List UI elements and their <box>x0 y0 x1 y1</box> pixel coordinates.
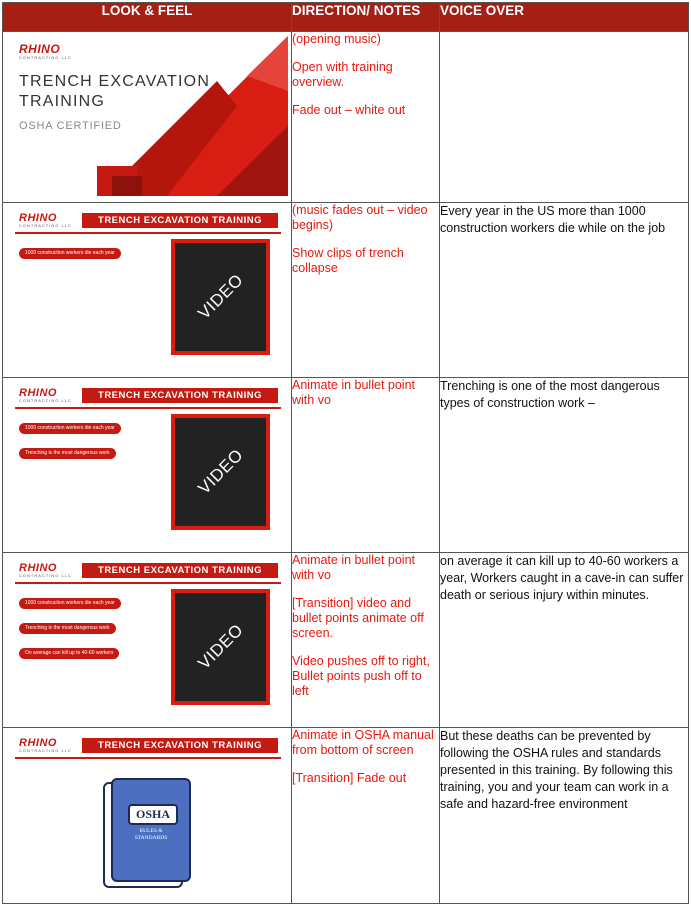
osha-manual-icon <box>111 778 191 882</box>
voice-over-cell: Every year in the US more than 1000 construction workers die while on the job <box>440 203 689 378</box>
manual-line-2: STANDARDS <box>134 835 168 841</box>
slide-thumbnail <box>7 382 288 542</box>
banner-rule <box>15 407 281 409</box>
video-placeholder <box>171 414 270 530</box>
direction-notes-cell <box>292 203 440 378</box>
table-row <box>3 553 689 728</box>
direction-notes-cell <box>292 32 440 203</box>
title-slide-heading <box>19 72 210 112</box>
direction-notes-cell <box>292 378 440 553</box>
note: (music fades out – video begins) <box>292 203 428 232</box>
note: Animate in OSHA manual from bottom of screen <box>292 728 434 757</box>
voice-over-cell: But these deaths can be prevented by following the OSHA rules and standards presented in this training. By following this training, you and your team can work in a safe and hazard-free environment <box>440 728 689 904</box>
title-slide-thumbnail <box>7 36 288 196</box>
rhino-logo: RHINO CONTRACTING LLC <box>19 42 72 60</box>
header-row <box>3 3 689 32</box>
banner-rule <box>15 232 281 234</box>
table-row <box>3 32 689 203</box>
direction-notes-cell <box>292 728 440 904</box>
storyboard-table <box>2 2 689 904</box>
bullet-pill: Trenching is the most dangerous work <box>19 448 116 459</box>
look-feel-cell <box>3 32 292 203</box>
rhino-logo: RHINO CONTRACTING LLC <box>19 562 72 578</box>
voice-over-cell: on average it can kill up to 40-60 workers a year, Workers caught in a cave-in can suffer death or serious injury within minutes. <box>440 553 689 728</box>
bullet-pill: 1000 construction workers die each year <box>19 248 121 259</box>
video-label: VIDEO <box>193 620 247 673</box>
table-row <box>3 378 689 553</box>
header-voice-over: VOICE OVER <box>440 3 689 32</box>
video-placeholder <box>171 239 270 355</box>
voice-over-cell: Trenching is one of the most dangerous types of construction work – <box>440 378 689 553</box>
look-feel-cell <box>3 728 292 904</box>
note: [Transition] video and bullet points animate off screen. <box>292 596 424 640</box>
voice-over-cell <box>440 32 689 203</box>
note: Video pushes off to right, Bullet points push off to left <box>292 654 430 698</box>
red-angular-graphic <box>7 36 288 196</box>
title-line-2: TRAINING <box>19 93 106 110</box>
manual-line-1: RULES & <box>139 828 163 834</box>
note: Animate in bullet point with vo <box>292 553 415 582</box>
header-direction: DIRECTION/ NOTES <box>292 3 440 32</box>
title-slide-subtitle: OSHA CERTIFIED <box>19 120 122 132</box>
osha-manual-subtitle <box>113 828 189 842</box>
video-label: VIDEO <box>193 445 247 498</box>
table-row <box>3 728 689 904</box>
look-feel-cell <box>3 553 292 728</box>
rhino-logo: RHINO CONTRACTING LLC <box>19 212 72 228</box>
banner-rule <box>15 757 281 759</box>
look-feel-cell <box>3 203 292 378</box>
note: (opening music) <box>292 32 381 46</box>
slide-banner: TRENCH EXCAVATION TRAINING <box>82 213 278 228</box>
bullet-pill: Trenching is the most dangerous work <box>19 623 116 634</box>
video-placeholder <box>171 589 270 705</box>
slide-banner: TRENCH EXCAVATION TRAINING <box>82 388 278 403</box>
slide-thumbnail <box>7 207 288 367</box>
note: [Transition] Fade out <box>292 771 407 785</box>
banner-rule <box>15 582 281 584</box>
slide-banner: TRENCH EXCAVATION TRAINING <box>82 563 278 578</box>
rhino-logo: RHINO CONTRACTING LLC <box>19 387 72 403</box>
title-line-1: TRENCH EXCAVATION <box>19 73 211 90</box>
bullet-pill: On average can kill up to 40-60 workers <box>19 648 119 659</box>
slide-thumbnail <box>7 557 288 717</box>
table-row <box>3 203 689 378</box>
bullet-pill: 1000 construction workers die each year <box>19 423 121 434</box>
look-feel-cell <box>3 378 292 553</box>
note: Fade out – white out <box>292 103 406 117</box>
note: Open with training overview. <box>292 60 393 89</box>
header-look-feel: LOOK & FEEL <box>3 3 292 32</box>
osha-manual-title: OSHA <box>128 804 178 825</box>
note: Animate in bullet point with vo <box>292 378 415 407</box>
video-label: VIDEO <box>193 270 247 323</box>
slide-banner: TRENCH EXCAVATION TRAINING <box>82 738 278 753</box>
rhino-logo: RHINO CONTRACTING LLC <box>19 737 72 753</box>
note: Show clips of trench collapse <box>292 246 404 275</box>
direction-notes-cell <box>292 553 440 728</box>
slide-thumbnail <box>7 732 288 892</box>
bullet-pill: 1000 construction workers die each year <box>19 598 121 609</box>
